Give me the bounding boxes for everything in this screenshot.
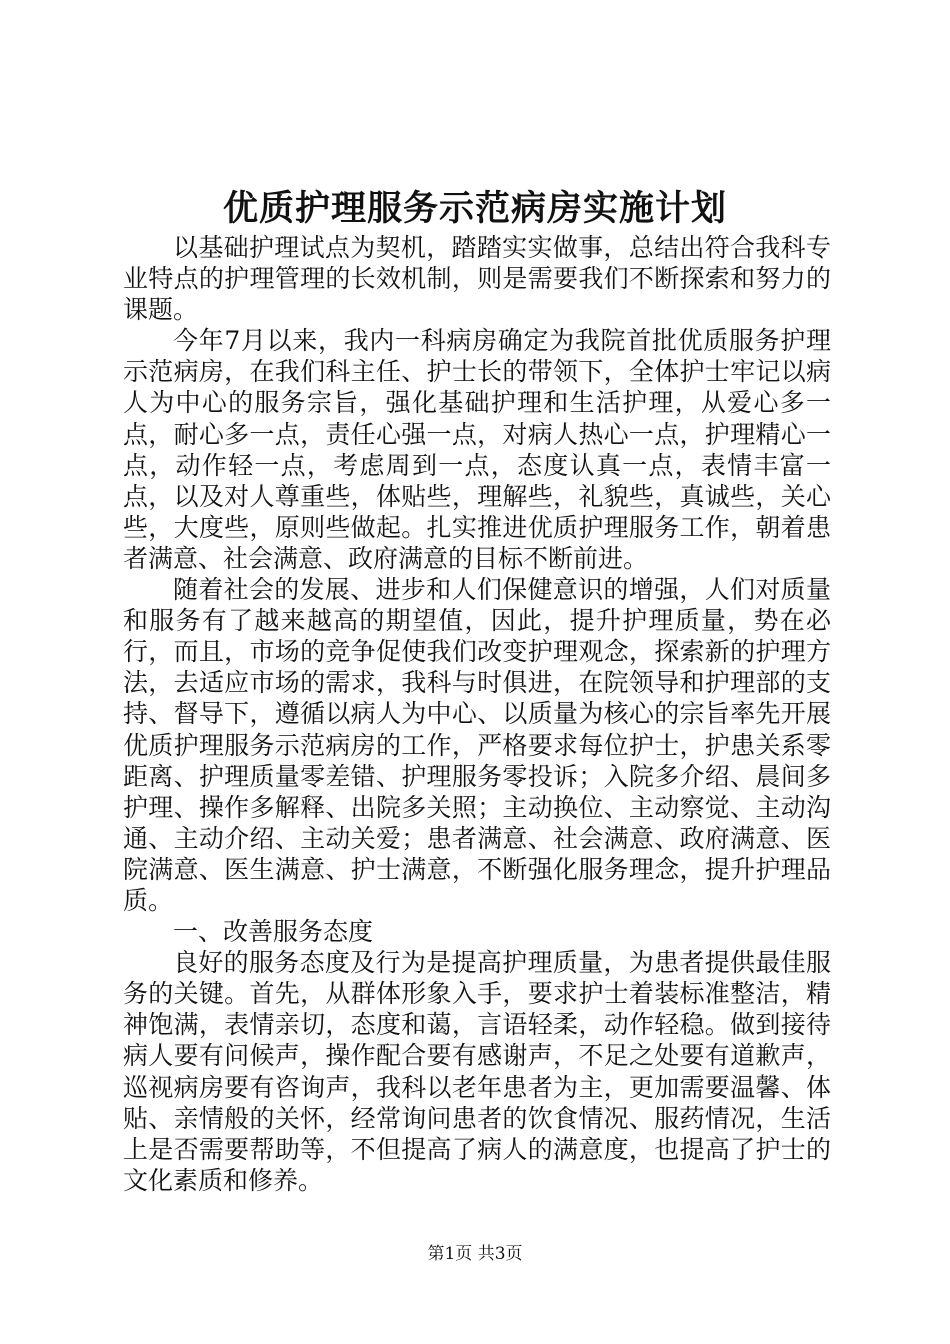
page-title: 优质护理服务示范病房实施计划 — [222, 188, 727, 229]
paragraph-4: 良好的服务态度及行为是提高护理质量，为患者提供最佳服务的关键。首先，从群体形象入手，要求护士着装标准整洁，精神饱满，表情亲切，态度和蔼，言语轻柔，动作轻稳。做到接待病人要有问候声，操作配合要有感谢声，不足之处要有道歉声，巡视病房要有咨询声，我科以老年患者为主，更加需要温馨、体贴、亲情般的关怀，经常询问患者的饮食情况、服药情况，生活上是否需要帮助等，不但提高了病人的满意度，也提高了护士的文化素质和修养。 — [123, 948, 831, 1195]
page-footer: 第1页 共3页 — [427, 1244, 523, 1264]
section-heading-1: 一、改善服务态度 — [173, 917, 374, 947]
paragraph-3: 随着社会的发展、进步和人们保健意识的增强，人们对质量和服务有了越来越高的期望值，因此，提升护理质量，势在必行，而且，市场的竞争促使我们改变护理观念，探索新的护理方法，去适应市场的需求，我科与时俱进，在院领导和护理部的支持、督导下，遵循以病人为中心、以质量为核心的宗旨率先开展优质护理服务示范病房的工作，严格要求每位护士，护患关系零距离、护理质量零差错、护理服务零投诉；入院多介绍、晨间多护理、操作多解释、出院多关照；主动换位、主动察觉、主动沟通、主动介绍、主动关爱；患者满意、社会满意、政府满意、医院满意、医生满意、护士满意，不断强化服务理念，提升护理品质。 — [123, 575, 831, 915]
document-body — [123, 232, 831, 1196]
paragraph-2: 今年7月以来，我内一科病房确定为我院首批优质服务护理示范病房，在我们科主任、护士长的带领下，全体护士牢记以病人为中心的服务宗旨，强化基础护理和生活护理，从爱心多一点，耐心多一点，责任心强一点，对病人热心一点，护理精心一点，动作轻一点，考虑周到一点，态度认真一点，表情丰富一点，以及对人尊重些，体贴些，理解些，礼貌些，真诚些，关心些，大度些，原则些做起。扎实推进优质护理服务工作，朝着患者满意、社会满意、政府满意的目标不断前进。 — [123, 326, 831, 573]
paragraph-1: 以基础护理试点为契机，踏踏实实做事，总结出符合我科专业特点的护理管理的长效机制，则是需要我们不断探索和努力的课题。 — [123, 233, 831, 325]
